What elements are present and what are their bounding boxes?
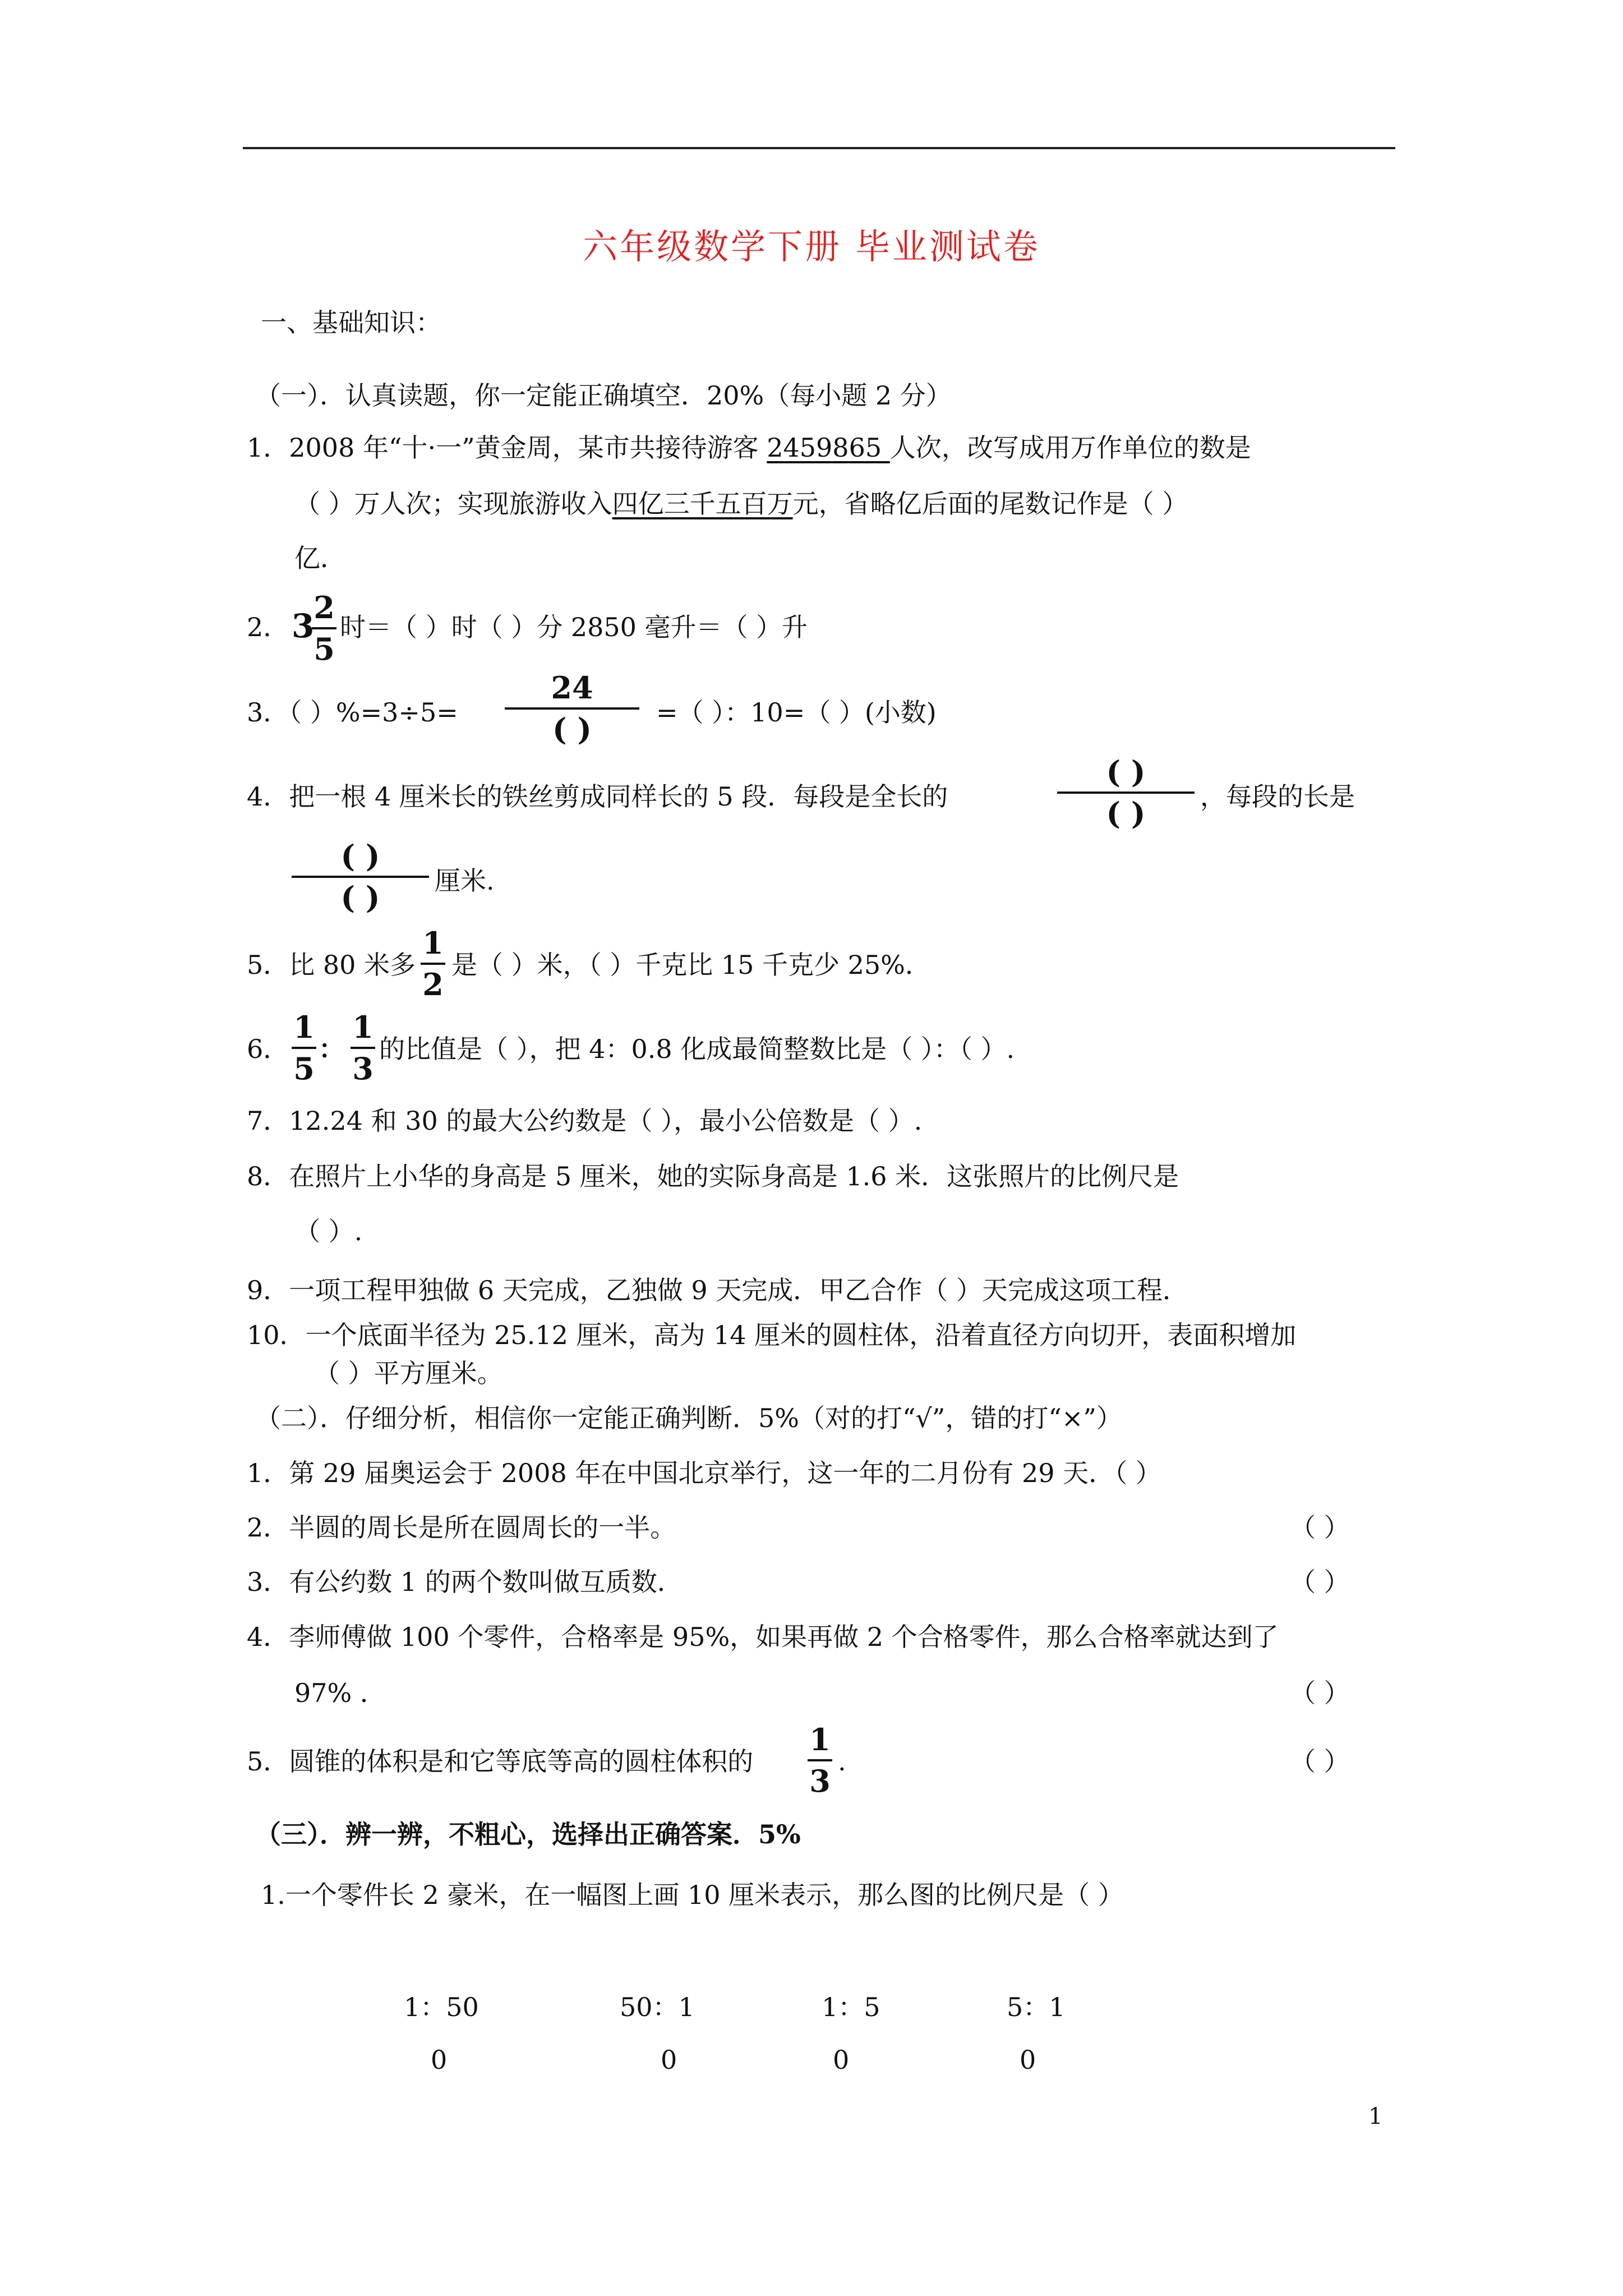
fraction-denominator: 5 xyxy=(293,1051,315,1087)
section-heading: 一、基础知识： xyxy=(261,307,441,338)
choice-mark-d[interactable]: 0 xyxy=(1020,2045,1036,2075)
fraction-bar xyxy=(1057,792,1195,794)
q4-line1-post: ，每段的长是 xyxy=(1200,781,1355,812)
q1-line1: 1．2008 年“十·一”黄金周，某市共接待游客 2459865 人次，改写成用万作单位的数是 xyxy=(247,432,1251,463)
judge-item-5-fraction xyxy=(808,1722,832,1798)
choice-option-c[interactable]: 1：5 xyxy=(822,1992,880,2022)
judge-item-4: 4．李师傅做 100 个零件，合格率是 95%，如果再做 2 个合格零件，那么合格率就达到了 xyxy=(247,1622,1279,1652)
fraction-denominator: ( ) xyxy=(552,711,592,747)
fraction-denominator: 5 xyxy=(313,631,335,667)
fraction-numerator: ( ) xyxy=(1106,754,1146,790)
fraction-bar xyxy=(505,707,639,710)
q1-underlined-number: 2459865 xyxy=(767,432,890,463)
q8-line2: （ ）. xyxy=(294,1216,363,1246)
q8-line1: 8．在照片上小华的身高是 5 厘米，她的实际身高是 1.6 米．这张照片的比例尺是 xyxy=(247,1161,1179,1191)
q2-number: 2． xyxy=(247,612,289,642)
q10-line2: （ ）平方厘米。 xyxy=(314,1358,503,1388)
fraction-denominator: 2 xyxy=(422,967,444,1002)
q7-text: 7．12.24 和 30 的最大公约数是（ ），最小公倍数是（ ）. xyxy=(247,1106,923,1136)
judge-item-3: 3．有公约数 1 的两个数叫做互质数． xyxy=(247,1567,683,1597)
judge-answer-paren-4: （ ） xyxy=(1290,1678,1350,1708)
q3-text-post: =（ ）：10=（ ）(小数) xyxy=(656,697,937,728)
q3-fraction xyxy=(505,670,639,747)
q6-fraction-2 xyxy=(351,1010,375,1086)
fraction-denominator: ( ) xyxy=(340,880,380,915)
fraction-numerator: 1 xyxy=(293,1009,315,1045)
judge-item-4-cont: 97% ． xyxy=(294,1678,386,1708)
q10-line1: 10．一个底面半径为 25.12 厘米，高为 14 厘米的圆柱体，沿着直径方向切开，表面积增加 xyxy=(247,1320,1297,1350)
choice-option-a[interactable]: 1：50 xyxy=(404,1992,479,2022)
q1-underlined-amount: 四亿三千五百万 xyxy=(612,489,793,519)
fraction-numerator: 1 xyxy=(809,1722,831,1757)
q4-fraction-blank-2 xyxy=(292,839,429,915)
judge-item-2: 2．半圆的周长是所在圆周长的一半。 xyxy=(247,1512,676,1543)
fraction-numerator: 2 xyxy=(313,590,335,625)
fraction-bar xyxy=(312,627,336,629)
judge-answer-paren-5: （ ） xyxy=(1290,1746,1350,1777)
q1-line3: 亿． xyxy=(294,543,346,573)
choice-mark-b[interactable]: 0 xyxy=(661,2045,677,2075)
q2-fraction xyxy=(312,590,336,666)
q4-fraction-blank xyxy=(1057,754,1195,831)
q4-line2: 厘米. xyxy=(435,866,495,896)
choice-mark-c[interactable]: 0 xyxy=(833,2045,850,2075)
q4-line1: 4．把一根 4 厘米长的铁丝剪成同样长的 5 段．每段是全长的 xyxy=(247,781,948,812)
fraction-denominator: 3 xyxy=(809,1763,831,1799)
judge-answer-paren-3: （ ） xyxy=(1290,1567,1350,1597)
judge-item-1: 1．第 29 届奥运会于 2008 年在中国北京举行，这一年的二月份有 29 天．（ ） xyxy=(247,1458,1161,1488)
fraction-numerator: 1 xyxy=(422,925,444,961)
fraction-bar xyxy=(292,876,429,878)
q5-text-pre: 5．比 80 米多 xyxy=(247,950,416,980)
q5-fraction xyxy=(421,926,445,1002)
q6-colon: ： xyxy=(319,1034,344,1064)
q9-text: 9．一项工程甲独做 6 天完成，乙独做 9 天完成．甲乙合作（ ）天完成这项工程． xyxy=(247,1275,1188,1305)
fraction-bar xyxy=(292,1047,316,1049)
q3-text-pre: 3．（ ）%=3÷5= xyxy=(247,697,458,728)
q1-line2: （ ）万人次；实现旅游收入四亿三千五百万元，省略亿后面的尾数记作是（ ） xyxy=(294,489,1188,519)
q6-number: 6． xyxy=(247,1034,289,1064)
q5-text-post: 是（ ）米，（ ）千克比 15 千克少 25%． xyxy=(451,950,931,980)
fraction-numerator: 24 xyxy=(551,670,593,706)
fraction-bar xyxy=(808,1759,832,1761)
part3-heading: （三）．辨一辨，不粗心，选择出正确答案．5% xyxy=(255,1819,801,1849)
q6-fraction-1 xyxy=(292,1010,316,1086)
judge-item-5-period: . xyxy=(838,1746,846,1777)
part2-heading: （二）．仔细分析，相信你一定能正确判断．5%（对的打“√”，错的打“×”） xyxy=(255,1403,1122,1433)
q2-text: 时＝（ ）时（ ）分 2850 毫升＝（ ）升 xyxy=(340,612,808,642)
choice-option-b[interactable]: 50：1 xyxy=(620,1992,695,2022)
fraction-denominator: ( ) xyxy=(1106,795,1146,831)
choice-mark-a[interactable]: 0 xyxy=(431,2045,448,2075)
fraction-bar xyxy=(351,1047,375,1049)
page-number: 1 xyxy=(1368,2104,1383,2129)
q6-text-post: 的比值是（ ），把 4：0.8 化成最简整数比是（ ）：（ ）. xyxy=(379,1034,1015,1064)
judge-item-5: 5．圆锥的体积是和它等底等高的圆柱体积的 xyxy=(247,1746,754,1777)
part1-heading: （一）．认真读题，你一定能正确填空．20%（每小题 2 分） xyxy=(255,380,952,411)
choice-option-d[interactable]: 5：1 xyxy=(1007,1992,1066,2022)
choice-question-1: 1.一个零件长 2 豪米，在一幅图上画 10 厘米表示，那么图的比例尺是（ ） xyxy=(261,1880,1124,1910)
header-rule xyxy=(243,147,1395,149)
fraction-bar xyxy=(421,963,445,965)
fraction-numerator: ( ) xyxy=(340,838,380,874)
q2-whole-part: 3 xyxy=(292,607,315,645)
fraction-denominator: 3 xyxy=(352,1051,374,1087)
judge-answer-paren-2: （ ） xyxy=(1290,1512,1350,1543)
fraction-numerator: 1 xyxy=(352,1009,374,1045)
page-title: 六年级数学下册 毕业测试卷 xyxy=(583,226,1040,267)
